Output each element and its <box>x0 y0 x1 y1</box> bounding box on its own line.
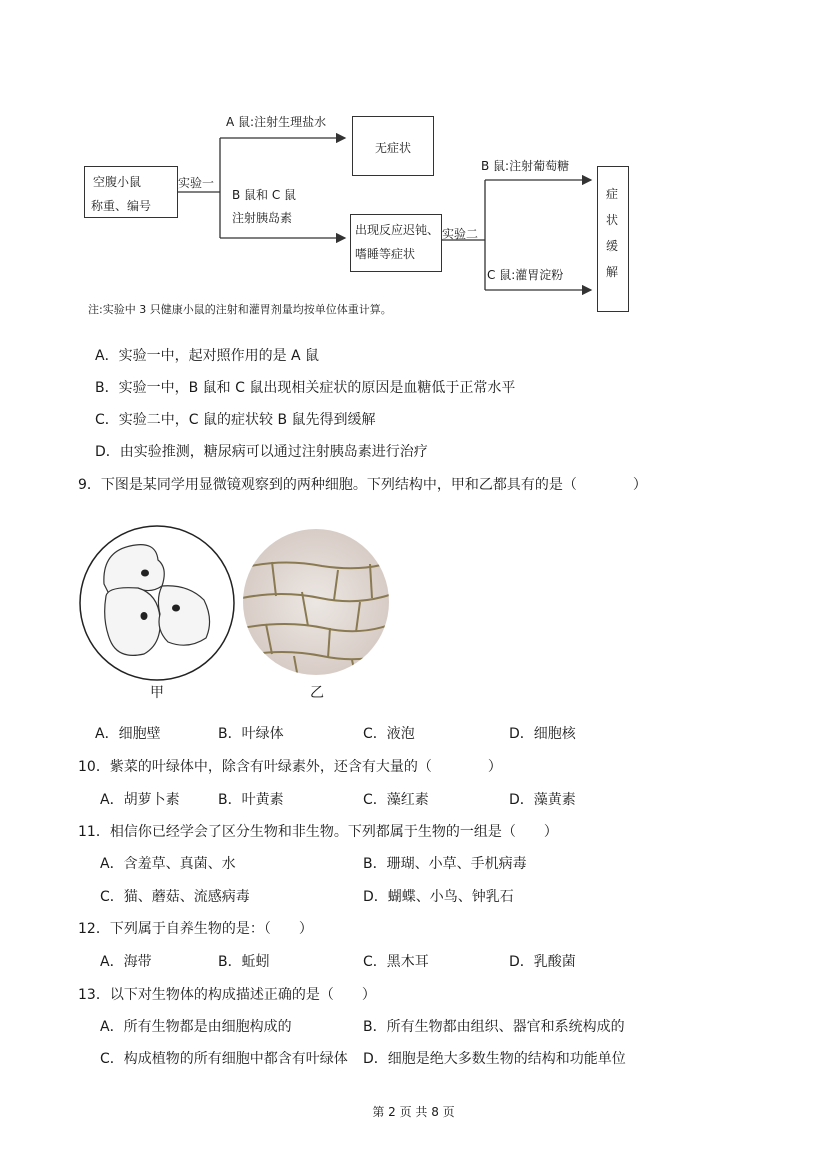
q10-option-b: B．叶黄素 <box>218 792 284 808</box>
q13-stem: 13．以下对生物体的构成描述正确的是（ ） <box>78 987 376 1003</box>
q8-option-a: A．实验一中，起对照作用的是 A 鼠 <box>95 348 320 364</box>
box-relief-char2: 状 <box>606 213 619 227</box>
q11-option-d: D．蝴蝶、小鸟、钟乳石 <box>363 889 514 905</box>
branch-b-label: B 鼠:注射葡萄糖 <box>481 159 570 173</box>
q9-option-c: C．液泡 <box>363 726 415 742</box>
box-symptom <box>350 214 442 272</box>
branch-c-label: C 鼠:灌胃淀粉 <box>487 268 564 282</box>
q8-option-d: D．由实验推测，糖尿病可以通过注射胰岛素进行治疗 <box>95 444 428 460</box>
q13-option-d: D．细胞是绝大多数生物的结构和功能单位 <box>363 1051 626 1067</box>
q13-option-a: A．所有生物都是由细胞构成的 <box>100 1019 292 1035</box>
q10-stem: 10．紫菜的叶绿体中，除含有叶绿素外，还含有大量的（ ） <box>78 759 502 775</box>
q9-option-b: B．叶绿体 <box>218 726 284 742</box>
cell-image-jia <box>78 524 238 684</box>
branch-bc-line2: 注射胰岛素 <box>232 211 293 225</box>
box-start-line1: 空腹小鼠 <box>93 175 142 189</box>
q10-option-a: A．胡萝卜素 <box>100 792 180 808</box>
q9-option-d: D．细胞核 <box>509 726 576 742</box>
exp2-label: 实验二 <box>442 227 479 241</box>
box-relief-char1: 症 <box>606 187 619 201</box>
q10-option-d: D．藻黄素 <box>509 792 576 808</box>
box-relief <box>597 166 629 312</box>
q8-option-c: C．实验二中，C 鼠的症状较 B 鼠先得到缓解 <box>95 412 376 428</box>
box-symptom-line1: 出现反应迟钝、 <box>355 223 440 237</box>
q11-stem: 11．相信你已经学会了区分生物和非生物。下列都属于生物的一组是（ ） <box>78 824 558 840</box>
label-jia: 甲 <box>150 685 164 701</box>
q11-option-b: B．珊瑚、小草、手机病毒 <box>363 856 527 872</box>
q10-option-c: C．藻红素 <box>363 792 429 808</box>
q12-option-a: A．海带 <box>100 954 152 970</box>
box-no-symptom-text: 无症状 <box>375 141 412 155</box>
q9-option-a: A．细胞壁 <box>95 726 161 742</box>
box-relief-char4: 解 <box>606 265 619 279</box>
q12-option-c: C．黑木耳 <box>363 954 429 970</box>
page-footer: 第 2 页 共 8 页 <box>372 1105 455 1119</box>
q12-option-b: B．蚯蚓 <box>218 954 270 970</box>
label-yi: 乙 <box>310 685 324 701</box>
box-relief-char3: 缓 <box>606 239 619 253</box>
q8-option-b: B．实验一中，B 鼠和 C 鼠出现相关症状的原因是血糖低于正常水平 <box>95 380 516 396</box>
box-symptom-line2: 嗜睡等症状 <box>355 247 416 261</box>
q12-stem: 12．下列属于自养生物的是：（ ） <box>78 921 313 937</box>
box-start-line2: 称重、编号 <box>91 199 152 213</box>
exp1-label: 实验一 <box>178 176 215 190</box>
box-no-symptom <box>352 116 434 176</box>
q13-option-c: C．构成植物的所有细胞中都含有叶绿体 <box>100 1051 348 1067</box>
q9-stem: 9．下图是某同学用显微镜观察到的两种细胞。下列结构中，甲和乙都具有的是（ ） <box>78 477 647 493</box>
q11-option-a: A．含羞草、真菌、水 <box>100 856 236 872</box>
q13-option-b: B．所有生物都由组织、器官和系统构成的 <box>363 1019 625 1035</box>
q12-option-d: D．乳酸菌 <box>509 954 576 970</box>
diagram-note: 注:实验中 3 只健康小鼠的注射和灌胃剂量均按单位体重计算。 <box>88 303 392 316</box>
box-start <box>84 166 178 218</box>
branch-a-label: A 鼠:注射生理盐水 <box>226 115 327 129</box>
cell-image-yi <box>242 528 392 678</box>
q11-option-c: C．猫、蘑菇、流感病毒 <box>100 889 250 905</box>
branch-bc-line1: B 鼠和 C 鼠 <box>232 188 297 202</box>
